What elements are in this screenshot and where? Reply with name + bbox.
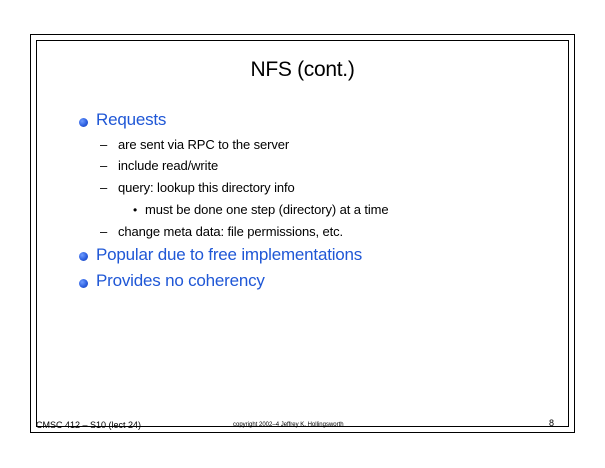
dash-marker: – xyxy=(100,158,108,173)
dash-marker: – xyxy=(100,180,108,195)
bullet-icon xyxy=(79,279,88,288)
bullet-requests: Requests xyxy=(96,110,167,129)
footer-course: CMSC 412 – S10 (lect 24) xyxy=(36,420,142,430)
subitem-rpc: are sent via RPC to the server xyxy=(118,137,290,152)
page-number: 8 xyxy=(549,418,555,428)
bullet-icon xyxy=(79,118,88,127)
bullet-popular: Popular due to free implementations xyxy=(96,245,363,264)
bullet-icon xyxy=(79,252,88,261)
dash-marker: – xyxy=(100,137,108,152)
subitem-meta-data: change meta data: file permissions, etc. xyxy=(118,224,344,239)
footer-copyright: copyright 2002–4 Jeffrey K. Hollingsworth xyxy=(233,422,344,428)
dash-marker: – xyxy=(100,224,108,239)
subitem-read-write: include read/write xyxy=(118,158,219,173)
dot-marker: • xyxy=(133,203,138,217)
subitem-query: query: lookup this directory info xyxy=(118,180,295,195)
bullet-no-coherency: Provides no coherency xyxy=(96,271,265,290)
slide-title: NFS (cont.) xyxy=(250,58,355,81)
subsubitem-one-step: must be done one step (directory) at a time xyxy=(145,202,389,217)
